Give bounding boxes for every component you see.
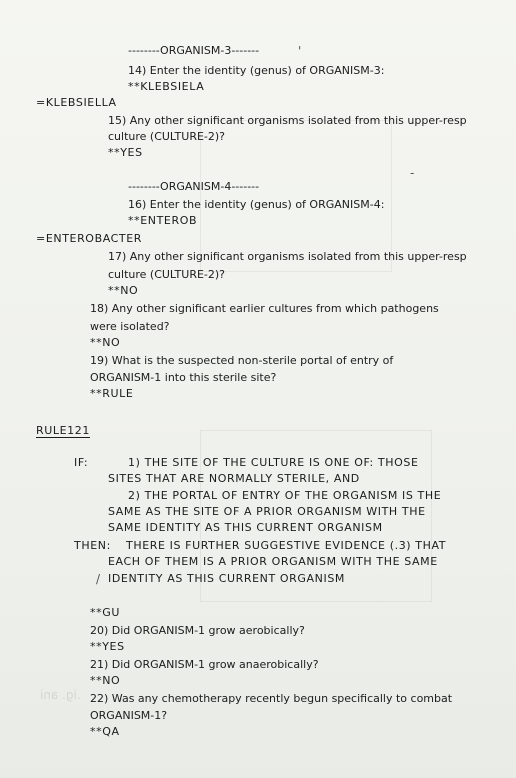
bleed-through-text: .ig. ani: [40, 688, 81, 702]
organism-4-divider: --------ORGANISM-4-------: [128, 180, 260, 193]
answer-21: **NO: [90, 674, 121, 687]
question-22-line-1: 22) Was any chemotherapy recently begun specifically to combat: [90, 692, 453, 705]
answer-22: **QA: [90, 725, 120, 738]
question-15-line-1: 15) Any other significant organisms isolated from this upper-resp: [108, 114, 467, 127]
answer-15: **YES: [108, 146, 143, 159]
rule-premise-2-line-3: SAME IDENTITY AS THIS CURRENT ORGANISM: [108, 521, 383, 534]
question-21: 21) Did ORGANISM-1 grow anaerobically?: [90, 658, 319, 671]
rule-if-label: IF:: [74, 456, 89, 469]
question-18-line-2: were isolated?: [90, 320, 170, 333]
answer-19: **RULE: [90, 387, 134, 400]
stray-mark: ': [298, 44, 302, 58]
question-19-line-2: ORGANISM-1 into this sterile site?: [90, 371, 277, 384]
question-20: 20) Did ORGANISM-1 grow aerobically?: [90, 624, 305, 637]
rule-premise-1-line-2: SITES THAT ARE NORMALLY STERILE, AND: [108, 472, 360, 485]
question-16: 16) Enter the identity (genus) of ORGANISM-4:: [128, 198, 385, 211]
rule-conclusion-line-3: IDENTITY AS THIS CURRENT ORGANISM: [108, 572, 346, 585]
question-18-line-1: 18) Any other significant earlier cultures from which pathogens: [90, 302, 439, 315]
rule-heading: RULE121: [36, 424, 90, 437]
question-22-line-2: ORGANISM-1?: [90, 709, 168, 722]
answer-17: **NO: [108, 284, 139, 297]
rule-premise-1-line-1: 1) THE SITE OF THE CULTURE IS ONE OF: THOSE: [128, 456, 419, 469]
system-echo-14: =KLEBSIELLA: [36, 96, 117, 109]
organism-3-divider: --------ORGANISM-3-------: [128, 44, 260, 57]
question-17-line-1: 17) Any other significant organisms isolated from this upper-resp: [108, 250, 467, 263]
question-15-line-2: culture (CULTURE-2)?: [108, 130, 226, 143]
question-17-line-2: culture (CULTURE-2)?: [108, 268, 226, 281]
answer-14: **KLEBSIELA: [128, 80, 205, 93]
system-echo-16: =ENTEROBACTER: [36, 232, 143, 245]
rule-premise-2-line-1: 2) THE PORTAL OF ENTRY OF THE ORGANISM IS THE: [128, 489, 442, 502]
stray-mark: /: [96, 572, 101, 586]
stray-mark: -: [410, 166, 415, 180]
answer-19-followup: **GU: [90, 606, 120, 619]
answer-20: **YES: [90, 640, 125, 653]
rule-conclusion-line-2: EACH OF THEM IS A PRIOR ORGANISM WITH THE SAME: [108, 555, 438, 568]
answer-16: **ENTEROB: [128, 214, 198, 227]
rule-premise-2-line-2: SAME AS THE SITE OF A PRIOR ORGANISM WITH THE: [108, 505, 426, 518]
question-19-line-1: 19) What is the suspected non-sterile portal of entry of: [90, 354, 394, 367]
rule-conclusion-line-1: THERE IS FURTHER SUGGESTIVE EVIDENCE (.3) THAT: [126, 539, 447, 552]
answer-18: **NO: [90, 336, 121, 349]
question-14: 14) Enter the identity (genus) of ORGANISM-3:: [128, 64, 385, 77]
rule-then-label: THEN:: [74, 539, 111, 552]
